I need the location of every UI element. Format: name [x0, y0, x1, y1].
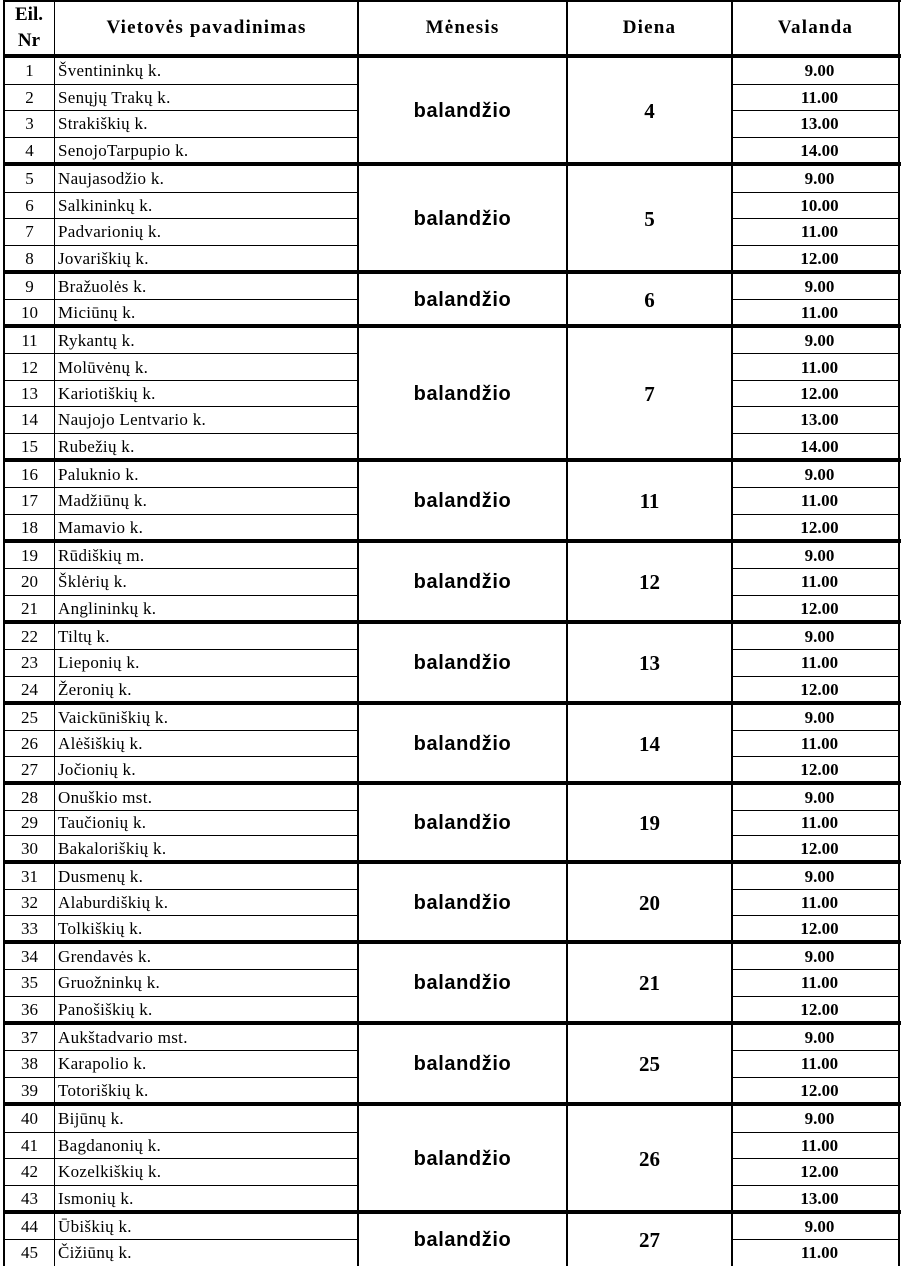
time-value: 9.00 [804, 465, 835, 485]
column-border [731, 0, 733, 1266]
time-value: 11.00 [800, 491, 839, 511]
location-name: Taučionių k. [58, 813, 147, 833]
row-divider [732, 110, 899, 111]
row-divider [5, 406, 358, 407]
day-value: 27 [639, 1227, 660, 1252]
row-number: 28 [21, 787, 38, 807]
row-divider [5, 649, 358, 650]
row-divider [5, 835, 358, 836]
time-value: 9.00 [804, 331, 835, 351]
location-name: Šventininkų k. [58, 61, 162, 81]
row-divider [732, 568, 899, 569]
column-border [898, 0, 900, 1266]
location-name: Rūdiškių m. [58, 546, 145, 566]
row-divider [732, 1239, 899, 1240]
time-value: 11.00 [800, 572, 839, 592]
row-divider [732, 1077, 899, 1078]
row-number: 13 [21, 383, 38, 403]
location-name: Vaickūniškių k. [58, 708, 169, 727]
row-number: 39 [21, 1080, 38, 1100]
row-number: 22 [21, 627, 38, 647]
location-name: Molūvėnų k. [58, 357, 149, 377]
row-number: 16 [21, 465, 38, 485]
time-value: 13.00 [800, 410, 839, 430]
row-divider [732, 218, 899, 219]
row-divider [5, 1239, 358, 1240]
location-name: Alaburdiškių k. [58, 893, 169, 912]
location-name: Dusmenų k. [58, 867, 144, 886]
row-divider [732, 969, 899, 970]
row-number: 21 [21, 598, 38, 618]
time-value: 12.00 [800, 517, 839, 537]
row-number: 32 [21, 893, 38, 912]
location-name: Ismonių k. [58, 1188, 134, 1208]
location-name: Madžiūnų k. [58, 491, 148, 511]
row-divider [732, 649, 899, 650]
location-name: Miciūnų k. [58, 303, 136, 322]
time-value: 11.00 [800, 893, 839, 912]
location-name: Rubežių k. [58, 436, 135, 456]
row-number: 1 [25, 61, 34, 81]
column-border [566, 0, 568, 1266]
location-name: Naujasodžio k. [58, 169, 165, 189]
month-value: balandžio [413, 490, 512, 512]
day-value: 7 [644, 381, 655, 406]
row-divider [732, 487, 899, 488]
location-name: Karapolio k. [58, 1054, 147, 1074]
row-number: 42 [21, 1162, 38, 1182]
location-name: Grendavės k. [58, 947, 152, 967]
header-day: Diena [622, 17, 677, 38]
time-value: 12.00 [800, 1162, 839, 1182]
row-number: 31 [21, 867, 38, 886]
location-name: Salkininkų k. [58, 195, 153, 215]
location-name: Strakiškių k. [58, 114, 148, 134]
time-value: 9.00 [804, 867, 835, 886]
row-divider [5, 353, 358, 354]
time-value: 11.00 [800, 973, 839, 993]
row-number: 37 [21, 1028, 38, 1048]
time-value: 9.00 [804, 787, 835, 807]
row-divider [5, 595, 358, 596]
location-name: Anglininkų k. [58, 598, 157, 618]
row-divider [5, 889, 358, 890]
time-value: 9.00 [804, 277, 835, 296]
row-divider [5, 1077, 358, 1078]
location-name: Totoriškių k. [58, 1080, 149, 1100]
row-divider [5, 1158, 358, 1159]
location-name: Šklėrių k. [58, 572, 128, 592]
row-divider [732, 433, 899, 434]
row-divider [5, 84, 358, 85]
column-border [54, 0, 55, 1266]
month-value: balandžio [413, 891, 512, 914]
time-value: 14.00 [800, 140, 839, 160]
month-value: balandžio [413, 972, 512, 994]
row-divider [732, 810, 899, 811]
location-name: Kariotiškių k. [58, 383, 156, 403]
row-number: 43 [21, 1188, 38, 1208]
time-value: 12.00 [800, 919, 839, 938]
row-number: 29 [21, 813, 38, 833]
row-divider [732, 835, 899, 836]
header-top-border [3, 0, 901, 2]
day-value: 14 [639, 731, 660, 756]
row-number: 41 [21, 1135, 38, 1155]
row-divider [5, 756, 358, 757]
time-value: 11.00 [800, 87, 839, 107]
row-divider [5, 1132, 358, 1133]
month-value: balandžio [413, 288, 512, 311]
row-divider [5, 568, 358, 569]
row-number: 6 [25, 195, 34, 215]
location-name: Rykantų k. [58, 331, 135, 351]
time-value: 9.00 [804, 546, 835, 566]
time-value: 11.00 [800, 1054, 839, 1074]
row-divider [732, 245, 899, 246]
time-value: 12.00 [800, 839, 839, 859]
location-name: Bakaloriškių k. [58, 839, 167, 859]
row-number: 9 [25, 277, 34, 296]
time-value: 11.00 [800, 222, 839, 242]
time-value: 12.00 [800, 1080, 839, 1100]
row-divider [732, 889, 899, 890]
row-divider [732, 192, 899, 193]
location-name: SenojoTarpupio k. [58, 140, 189, 160]
row-number: 24 [21, 679, 38, 699]
time-value: 9.00 [804, 1109, 835, 1129]
day-value: 25 [639, 1052, 660, 1076]
row-divider [5, 969, 358, 970]
row-divider [732, 1185, 899, 1186]
month-value: balandžio [413, 812, 512, 834]
day-value: 5 [644, 206, 655, 231]
month-value: balandžio [413, 99, 512, 122]
location-name: Kozelkiškių k. [58, 1162, 162, 1182]
location-name: Panošiškių k. [58, 999, 153, 1019]
row-number: 20 [21, 572, 38, 592]
time-value: 9.00 [804, 947, 835, 967]
header-nr-line2: Nr [17, 30, 41, 51]
time-value: 12.00 [800, 999, 839, 1019]
time-value: 11.00 [800, 813, 839, 833]
location-name: Onuškio mst. [58, 787, 153, 807]
row-divider [5, 487, 358, 488]
row-divider [732, 676, 899, 677]
row-number: 14 [21, 410, 38, 430]
row-divider [732, 1158, 899, 1159]
row-divider [5, 299, 358, 300]
row-divider [5, 245, 358, 246]
time-value: 12.00 [800, 679, 839, 699]
time-value: 10.00 [800, 195, 839, 215]
time-value: 11.00 [800, 1135, 839, 1155]
row-divider [732, 756, 899, 757]
location-name: Mamavio k. [58, 517, 144, 537]
day-value: 13 [639, 651, 660, 675]
header-hour: Valanda [777, 17, 854, 38]
row-divider [732, 380, 899, 381]
day-value: 12 [639, 570, 660, 594]
time-value: 12.00 [800, 760, 839, 779]
location-name: Tiltų k. [58, 627, 110, 647]
location-name: Aukštadvario mst. [58, 1028, 188, 1048]
time-value: 11.00 [800, 303, 839, 322]
row-number: 33 [21, 919, 38, 938]
row-number: 2 [25, 87, 34, 107]
row-number: 5 [25, 169, 34, 189]
row-divider [732, 353, 899, 354]
time-value: 11.00 [800, 653, 839, 673]
row-divider [5, 218, 358, 219]
row-divider [732, 299, 899, 300]
row-number: 34 [21, 947, 38, 967]
row-number: 35 [21, 973, 38, 993]
day-value: 11 [639, 489, 660, 513]
row-number: 23 [21, 653, 38, 673]
row-number: 7 [25, 222, 34, 242]
row-number: 36 [21, 999, 38, 1019]
time-value: 12.00 [800, 248, 839, 268]
column-border [3, 0, 5, 1266]
header-nr [5, 0, 53, 56]
day-value: 21 [639, 971, 660, 995]
time-value: 11.00 [800, 1243, 839, 1262]
row-divider [732, 595, 899, 596]
location-name: Lieponių k. [58, 653, 140, 673]
location-name: Jovariškių k. [58, 248, 149, 268]
time-value: 11.00 [800, 734, 839, 753]
row-divider [732, 996, 899, 997]
day-value: 20 [639, 890, 660, 915]
location-name: Bražuolės k. [58, 277, 147, 296]
day-value: 26 [639, 1146, 660, 1171]
row-number: 27 [21, 760, 38, 779]
location-name: Naujojo Lentvario k. [58, 410, 207, 430]
location-name: Žeronių k. [58, 679, 132, 699]
location-name: Jočionių k. [58, 760, 136, 779]
location-name: Padvarionių k. [58, 222, 162, 242]
month-value: balandžio [413, 382, 512, 405]
row-number: 15 [21, 436, 38, 456]
location-name: Gruožninkų k. [58, 973, 161, 993]
time-value: 12.00 [800, 383, 839, 403]
time-value: 9.00 [804, 1217, 835, 1236]
location-name: Čižiūnų k. [58, 1243, 132, 1262]
row-number: 19 [21, 546, 38, 566]
time-value: 13.00 [800, 1188, 839, 1208]
time-value: 9.00 [804, 169, 835, 189]
row-divider [732, 406, 899, 407]
row-divider [5, 730, 358, 731]
row-divider [5, 137, 358, 138]
location-name: Bijūnų k. [58, 1109, 124, 1129]
row-number: 12 [21, 357, 38, 377]
row-divider [732, 137, 899, 138]
row-number: 10 [21, 303, 38, 322]
time-value: 13.00 [800, 114, 839, 134]
header-location: Vietovės pavadinimas [106, 17, 307, 38]
header-nr-line1: Eil. [15, 4, 43, 25]
row-divider [732, 1050, 899, 1051]
row-divider [5, 110, 358, 111]
row-divider [732, 1132, 899, 1133]
row-number: 8 [25, 248, 34, 268]
location-name: Bagdanonių k. [58, 1135, 162, 1155]
month-value: balandžio [413, 1228, 512, 1251]
day-value: 4 [644, 98, 655, 123]
time-value: 9.00 [804, 627, 835, 647]
row-divider [5, 676, 358, 677]
row-divider [732, 730, 899, 731]
month-value: balandžio [413, 732, 512, 755]
month-value: balandžio [413, 652, 512, 674]
row-number: 30 [21, 839, 38, 859]
row-number: 18 [21, 517, 38, 537]
row-number: 38 [21, 1054, 38, 1074]
row-divider [5, 192, 358, 193]
time-value: 9.00 [804, 1028, 835, 1048]
row-divider [5, 1050, 358, 1051]
row-divider [732, 84, 899, 85]
time-value: 14.00 [800, 436, 839, 456]
month-value: balandžio [413, 1147, 512, 1170]
row-number: 26 [21, 734, 38, 753]
row-number: 40 [21, 1109, 38, 1129]
row-number: 17 [21, 491, 38, 511]
row-number: 11 [21, 331, 38, 351]
month-value: balandžio [413, 1053, 512, 1075]
day-value: 6 [644, 287, 655, 312]
location-name: Alėšiškių k. [58, 734, 143, 753]
row-number: 44 [21, 1217, 38, 1236]
time-value: 9.00 [804, 708, 835, 727]
row-number: 25 [21, 708, 38, 727]
location-name: Tolkiškių k. [58, 919, 143, 938]
month-value: balandžio [413, 571, 512, 593]
location-name: Senųjų Trakų k. [58, 87, 171, 107]
month-value: balandžio [413, 207, 512, 230]
row-number: 4 [25, 140, 34, 160]
location-name: Paluknio k. [58, 465, 139, 485]
time-value: 12.00 [800, 598, 839, 618]
column-border [357, 0, 359, 1266]
day-value: 19 [639, 811, 660, 835]
header-month: Mėnesis [425, 17, 500, 38]
row-divider [5, 1185, 358, 1186]
row-divider [5, 810, 358, 811]
row-divider [5, 996, 358, 997]
time-value: 9.00 [804, 61, 835, 81]
row-number: 45 [21, 1243, 38, 1262]
row-divider [5, 433, 358, 434]
time-value: 11.00 [800, 357, 839, 377]
location-name: Ūbiškių k. [58, 1217, 132, 1236]
row-divider [5, 514, 358, 515]
row-divider [732, 915, 899, 916]
row-divider [732, 514, 899, 515]
row-number: 3 [25, 114, 34, 134]
row-divider [5, 380, 358, 381]
row-divider [5, 915, 358, 916]
